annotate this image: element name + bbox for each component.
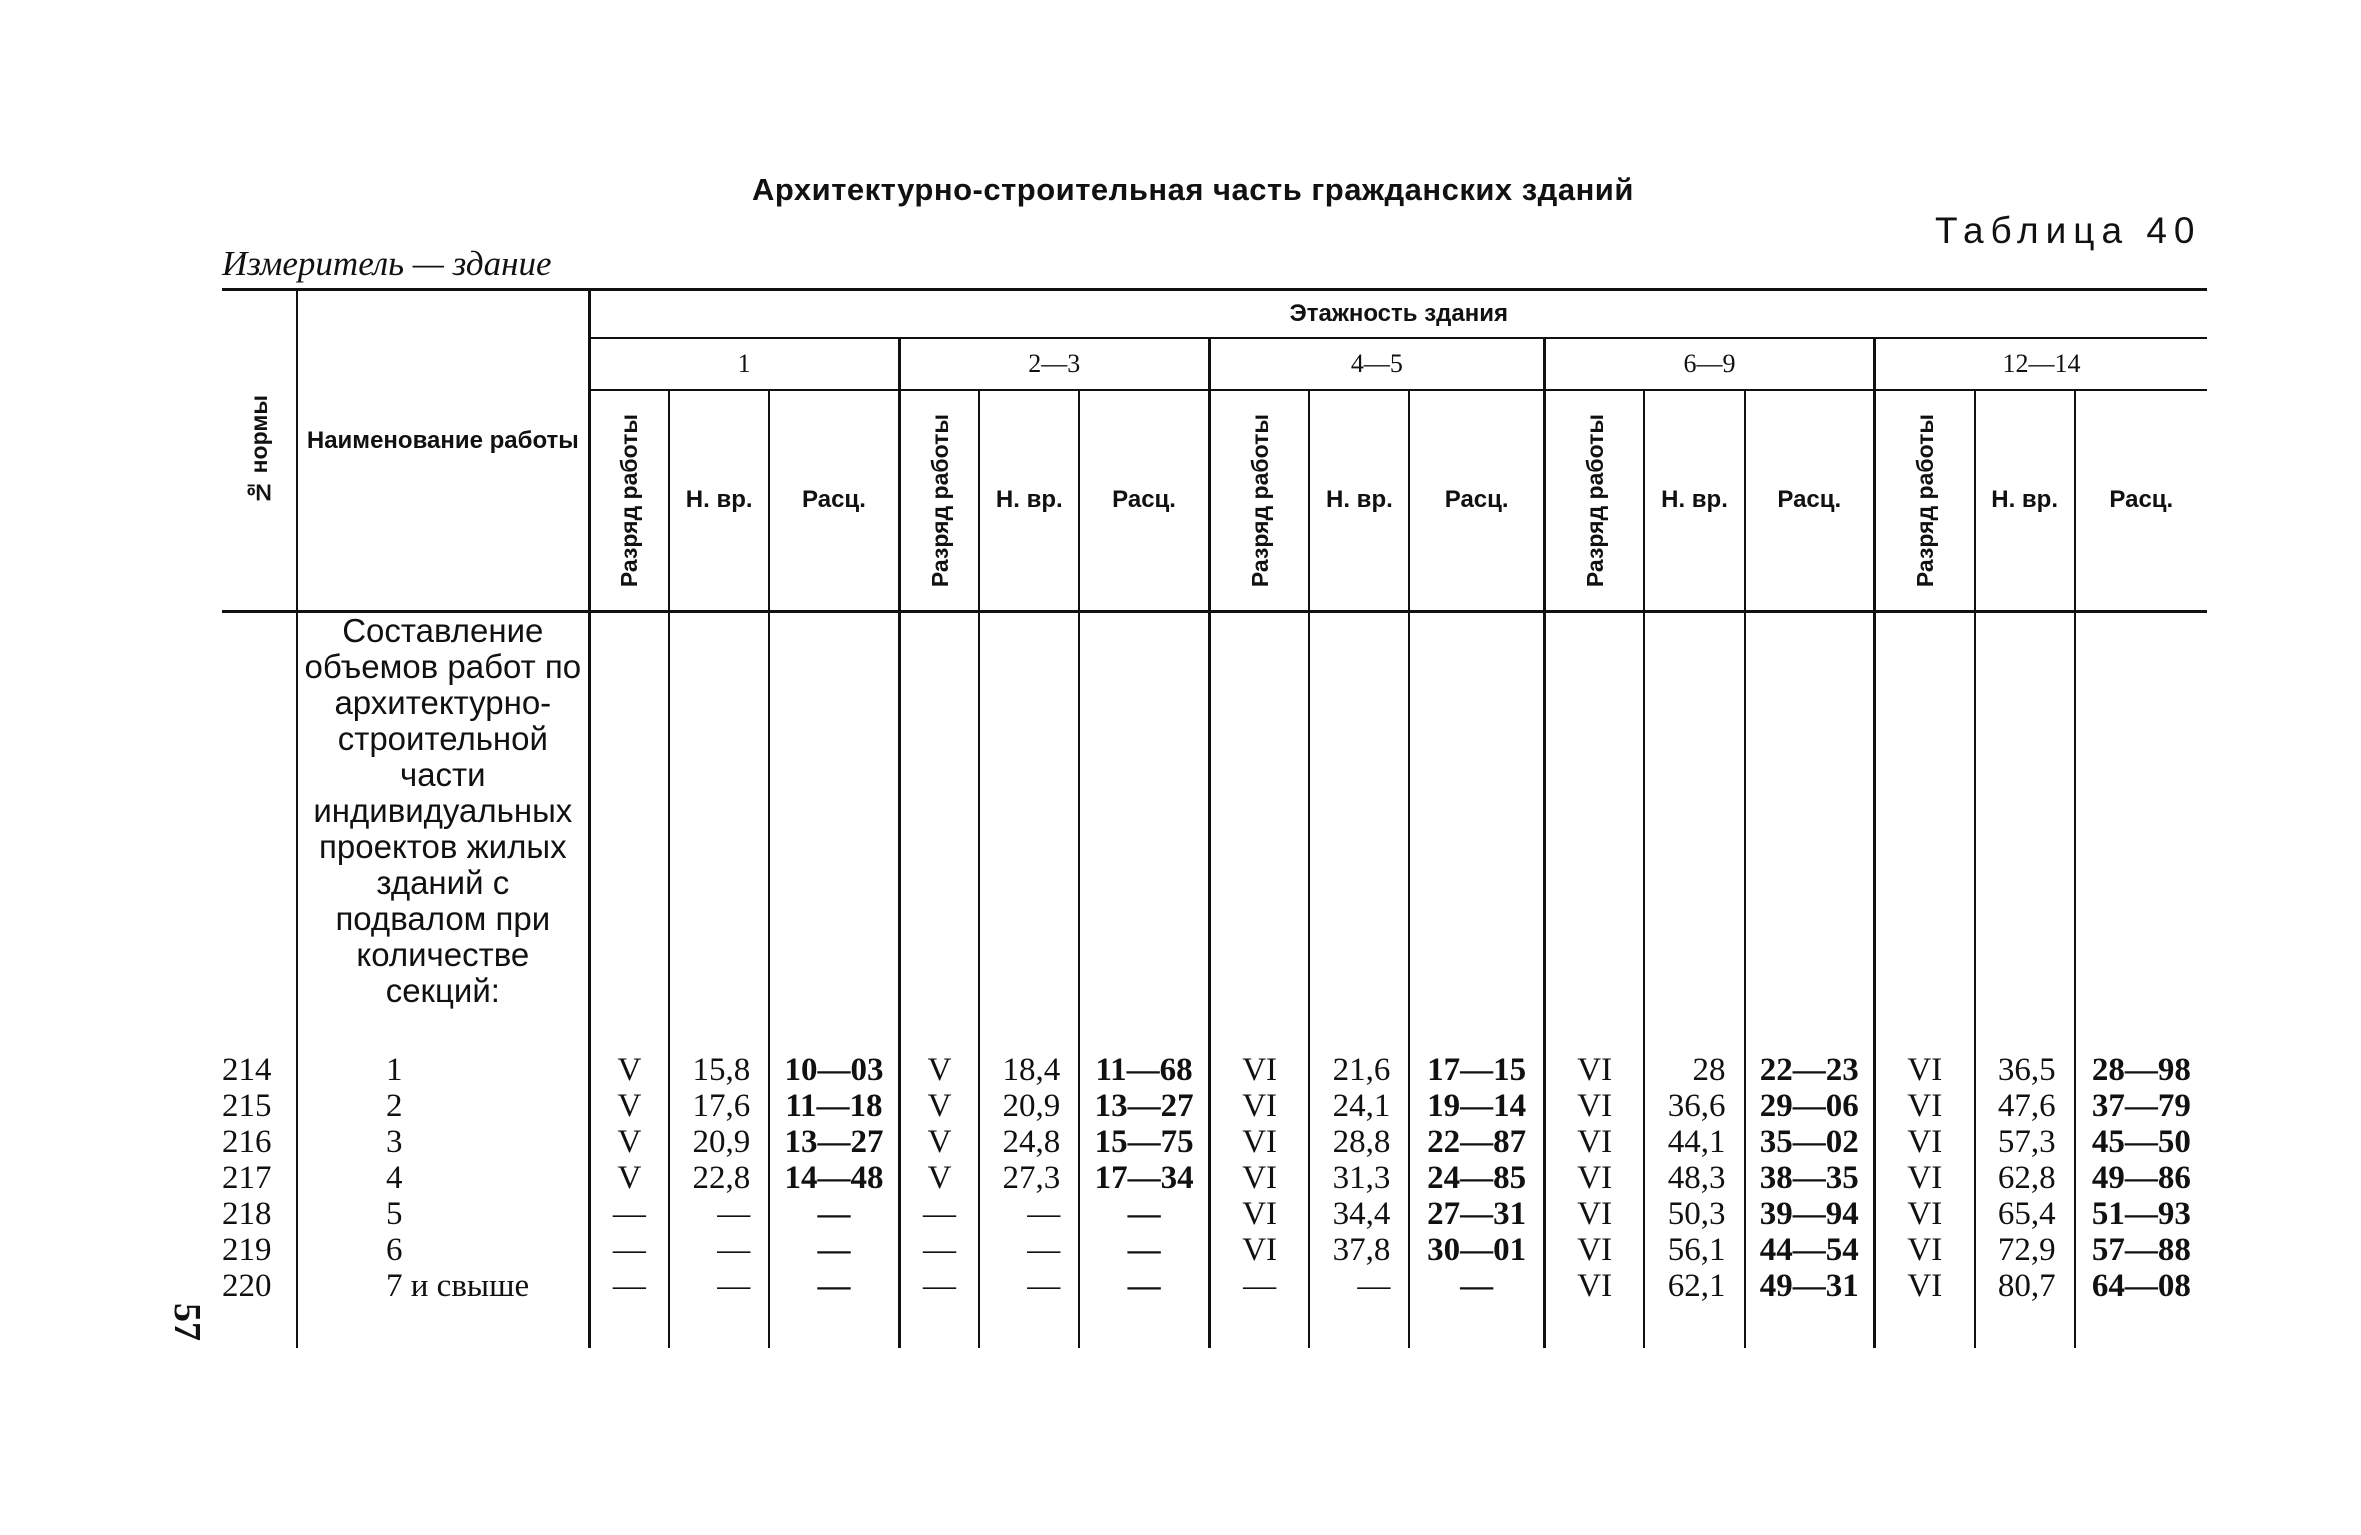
grade-cell: VI <box>1209 1052 1309 1088</box>
grade-cell: VI <box>1209 1160 1309 1196</box>
subheader-time: Н. вр. <box>1644 390 1744 612</box>
subheader-grade <box>899 390 979 612</box>
subheader-grade <box>1875 390 1975 612</box>
subheader-price: Расц. <box>2075 390 2207 612</box>
grade-cell: V <box>589 1160 669 1196</box>
work-description: Составление объемов работ по архитектурно-строительной части индивидуальных проектов жилых зданий с подвалом при количестве секций: <box>297 612 589 1052</box>
grade-cell: — <box>899 1268 979 1348</box>
price-cell: 37—79 <box>2075 1088 2207 1124</box>
price-cell: 39—94 <box>1745 1196 1875 1232</box>
grade-cell: — <box>589 1196 669 1232</box>
grade-cell: V <box>589 1088 669 1124</box>
norms-table <box>222 288 2207 1348</box>
table-row <box>222 1124 2207 1160</box>
table-row <box>222 1232 2207 1268</box>
price-cell: — <box>769 1268 899 1348</box>
time-norm-cell: — <box>979 1232 1079 1268</box>
norm-number: 217 <box>222 1159 272 1196</box>
subheader-grade-label: Разряд работы <box>926 413 953 587</box>
norm-number: 216 <box>222 1123 272 1160</box>
norm-number: 215 <box>222 1087 272 1124</box>
subheader-grade <box>1544 390 1644 612</box>
price-cell: 11—68 <box>1079 1052 1209 1088</box>
price-cell: — <box>1079 1232 1209 1268</box>
grade-cell: VI <box>1544 1052 1644 1088</box>
grade-cell: VI <box>1875 1052 1975 1088</box>
floor-group-6-9: 6—9 <box>1544 338 1874 390</box>
time-norm-cell: 62,1 <box>1644 1268 1744 1348</box>
time-norm-cell: 72,9 <box>1975 1232 2075 1268</box>
grade-cell: — <box>1209 1268 1309 1348</box>
price-cell: 28—98 <box>2075 1052 2207 1088</box>
time-norm-cell: — <box>1309 1268 1409 1348</box>
price-cell: 38—35 <box>1745 1160 1875 1196</box>
grade-cell: — <box>589 1268 669 1348</box>
grade-cell: VI <box>1544 1268 1644 1348</box>
grade-cell: VI <box>1209 1124 1309 1160</box>
price-cell: — <box>1079 1196 1209 1232</box>
price-cell: 51—93 <box>2075 1196 2207 1232</box>
time-norm-cell: 50,3 <box>1644 1196 1744 1232</box>
grade-cell: VI <box>1875 1160 1975 1196</box>
time-norm-cell: — <box>669 1232 769 1268</box>
time-norm-cell: 36,5 <box>1975 1052 2075 1088</box>
time-norm-cell: 44,1 <box>1644 1124 1744 1160</box>
sections-count: 6 <box>297 1232 589 1268</box>
sections-count: 4 <box>297 1160 589 1196</box>
norm-number: 220 <box>222 1267 272 1304</box>
price-cell: 13—27 <box>769 1124 899 1160</box>
price-cell: 35—02 <box>1745 1124 1875 1160</box>
grade-cell: VI <box>1875 1088 1975 1124</box>
grade-cell: VI <box>1209 1196 1309 1232</box>
table-row <box>222 1160 2207 1196</box>
grade-cell: V <box>899 1124 979 1160</box>
time-norm-cell: 28 <box>1644 1052 1744 1088</box>
grade-cell: — <box>899 1232 979 1268</box>
subheader-grade-label: Разряд работы <box>616 413 643 587</box>
subheader-time: Н. вр. <box>1309 390 1409 612</box>
time-norm-cell: 20,9 <box>979 1088 1079 1124</box>
sections-count: 2 <box>297 1088 589 1124</box>
time-norm-cell: 57,3 <box>1975 1124 2075 1160</box>
header-norm-no: № нормы <box>222 290 297 612</box>
subheader-time: Н. вр. <box>1975 390 2075 612</box>
subheader-price: Расц. <box>1409 390 1544 612</box>
price-cell: 22—87 <box>1409 1124 1544 1160</box>
subheader-grade <box>589 390 669 612</box>
price-cell: 29—06 <box>1745 1088 1875 1124</box>
page-title: Архитектурно-строительная часть гражданских зданий <box>752 172 1634 207</box>
grade-cell: V <box>589 1052 669 1088</box>
sections-count: 7 и свыше <box>297 1268 589 1348</box>
price-cell: 22—23 <box>1745 1052 1875 1088</box>
header-work-name: Наименование работы <box>297 290 589 612</box>
floor-group-1: 1 <box>589 338 899 390</box>
time-norm-cell: 34,4 <box>1309 1196 1409 1232</box>
time-norm-cell: 31,3 <box>1309 1160 1409 1196</box>
subheader-grade <box>1209 390 1309 612</box>
time-norm-cell: 24,8 <box>979 1124 1079 1160</box>
time-norm-cell: 18,4 <box>979 1052 1079 1088</box>
grade-cell: VI <box>1544 1196 1644 1232</box>
time-norm-cell: — <box>979 1268 1079 1348</box>
time-norm-cell: — <box>669 1196 769 1232</box>
subheader-price: Расц. <box>1079 390 1209 612</box>
header-floors-group: Этажность здания <box>589 290 2207 338</box>
price-cell: — <box>1079 1268 1209 1348</box>
subheader-price: Расц. <box>769 390 899 612</box>
time-norm-cell: 28,8 <box>1309 1124 1409 1160</box>
price-cell: 10—03 <box>769 1052 899 1088</box>
price-cell: 45—50 <box>2075 1124 2207 1160</box>
time-norm-cell: 65,4 <box>1975 1196 2075 1232</box>
table-row <box>222 1196 2207 1232</box>
grade-cell: — <box>899 1196 979 1232</box>
price-cell: 27—31 <box>1409 1196 1544 1232</box>
grade-cell: VI <box>1875 1268 1975 1348</box>
floor-group-2-3: 2—3 <box>899 338 1209 390</box>
table-label: Таблица 40 <box>1935 210 2202 251</box>
grade-cell: VI <box>1544 1124 1644 1160</box>
subheader-price: Расц. <box>1745 390 1875 612</box>
time-norm-cell: 48,3 <box>1644 1160 1744 1196</box>
norm-number: 214 <box>222 1051 272 1088</box>
price-cell: 44—54 <box>1745 1232 1875 1268</box>
time-norm-cell: 37,8 <box>1309 1232 1409 1268</box>
subheader-time: Н. вр. <box>979 390 1079 612</box>
price-cell: 19—14 <box>1409 1088 1544 1124</box>
sections-count: 3 <box>297 1124 589 1160</box>
grade-cell: VI <box>1544 1160 1644 1196</box>
grade-cell: VI <box>1875 1232 1975 1268</box>
time-norm-cell: 80,7 <box>1975 1268 2075 1348</box>
price-cell: 13—27 <box>1079 1088 1209 1124</box>
table-row <box>222 1268 2207 1348</box>
subheader-grade-label: Разряд работы <box>1911 413 1938 587</box>
floor-group-4-5: 4—5 <box>1209 338 1544 390</box>
sections-count: 1 <box>297 1052 589 1088</box>
subheader-time: Н. вр. <box>669 390 769 612</box>
grade-cell: VI <box>1209 1088 1309 1124</box>
grade-cell: V <box>589 1124 669 1160</box>
time-norm-cell: 27,3 <box>979 1160 1079 1196</box>
time-norm-cell: 22,8 <box>669 1160 769 1196</box>
page-number: 57 <box>166 1303 208 1341</box>
grade-cell: VI <box>1209 1232 1309 1268</box>
table-row <box>222 1052 2207 1088</box>
sections-count: 5 <box>297 1196 589 1232</box>
norm-number: 218 <box>222 1195 272 1232</box>
time-norm-cell: 47,6 <box>1975 1088 2075 1124</box>
price-cell: 24—85 <box>1409 1160 1544 1196</box>
grade-cell: VI <box>1875 1196 1975 1232</box>
time-norm-cell: 21,6 <box>1309 1052 1409 1088</box>
time-norm-cell: 36,6 <box>1644 1088 1744 1124</box>
time-norm-cell: 24,1 <box>1309 1088 1409 1124</box>
price-cell: 14—48 <box>769 1160 899 1196</box>
subheader-grade-label: Разряд работы <box>1581 413 1608 587</box>
time-norm-cell: 56,1 <box>1644 1232 1744 1268</box>
price-cell: 30—01 <box>1409 1232 1544 1268</box>
price-cell: 15—75 <box>1079 1124 1209 1160</box>
time-norm-cell: 20,9 <box>669 1124 769 1160</box>
price-cell: — <box>769 1196 899 1232</box>
unit-of-measure: Измеритель — здание <box>222 244 552 283</box>
time-norm-cell: 62,8 <box>1975 1160 2075 1196</box>
grade-cell: VI <box>1875 1124 1975 1160</box>
subheader-grade-label: Разряд работы <box>1246 413 1273 587</box>
grade-cell: V <box>899 1088 979 1124</box>
floor-group-12-14: 12—14 <box>1875 338 2207 390</box>
price-cell: 49—86 <box>2075 1160 2207 1196</box>
norm-number: 219 <box>222 1231 272 1268</box>
table-row <box>222 1088 2207 1124</box>
desc-norm-cell <box>222 612 297 1052</box>
price-cell: 64—08 <box>2075 1268 2207 1348</box>
grade-cell: — <box>589 1232 669 1268</box>
price-cell: 57—88 <box>2075 1232 2207 1268</box>
price-cell: — <box>769 1232 899 1268</box>
grade-cell: V <box>899 1160 979 1196</box>
time-norm-cell: — <box>669 1268 769 1348</box>
grade-cell: VI <box>1544 1232 1644 1268</box>
grade-cell: V <box>899 1052 979 1088</box>
price-cell: 17—34 <box>1079 1160 1209 1196</box>
price-cell: 49—31 <box>1745 1268 1875 1348</box>
time-norm-cell: 17,6 <box>669 1088 769 1124</box>
price-cell: 17—15 <box>1409 1052 1544 1088</box>
price-cell: — <box>1409 1268 1544 1348</box>
time-norm-cell: 15,8 <box>669 1052 769 1088</box>
price-cell: 11—18 <box>769 1088 899 1124</box>
time-norm-cell: — <box>979 1196 1079 1232</box>
grade-cell: VI <box>1544 1088 1644 1124</box>
